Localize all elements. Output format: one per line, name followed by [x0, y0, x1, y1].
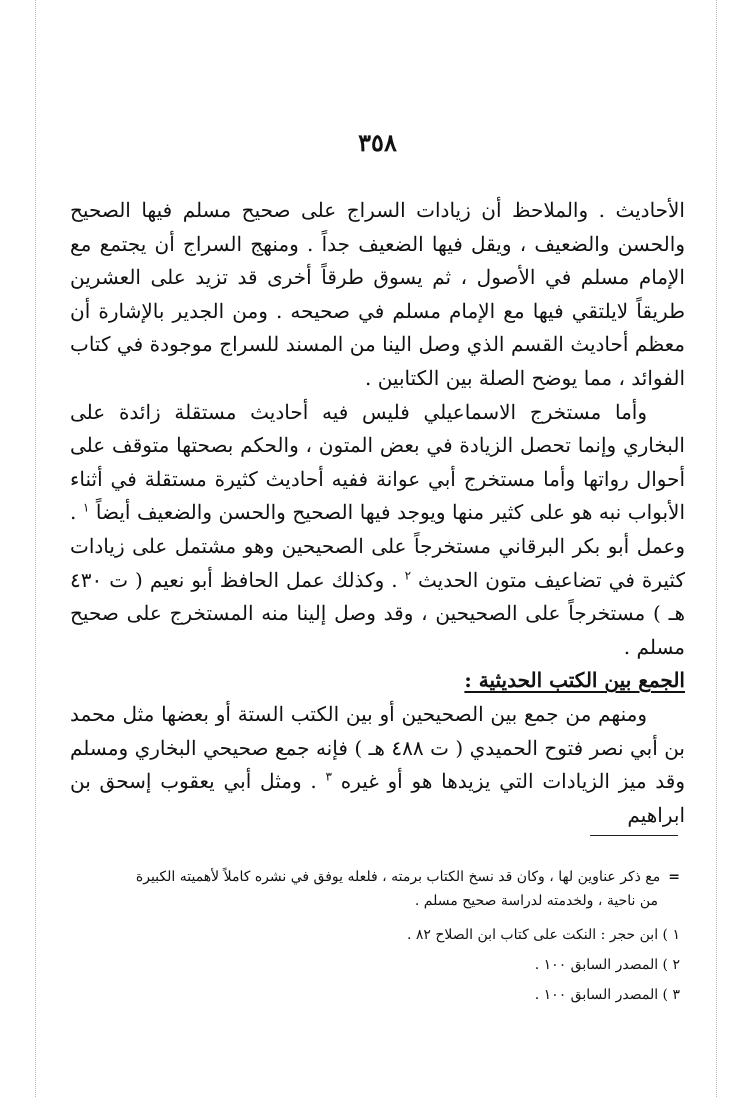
continuation-text-1: مع ذكر عناوين لها ، وكان قد نسخ الكتاب برمته ، فلعله يوفق في نشره كاملاً لأهميته الكبيرة [135, 869, 661, 885]
paragraph-3 [70, 698, 685, 832]
scan-margin-line-left [35, 0, 36, 1097]
paragraph-2 [70, 396, 685, 665]
paragraph-3-part-2: . ومثل أبي يعقوب إسحق بن ابراهيم [70, 769, 685, 827]
paragraph-1: الأحاديث . والملاحظ أن زيادات السراج على صحيح مسلم فيها الصحيح والحسن والضعيف ، ويقل فيها الضعيف جداً . ومنهج السراج أن يجتمع مع الإمام مسلم في الأصول ، ثم يسوق طرقاً أخرى قد تزيد على العشرين طريقاً لايلتقي فيها مع الإمام مسلم في صحيحه . ومن الجدير بالإشارة أن معظم أحاديث القسم الذي وصل الينا من المسند للسراج موجودة في كتاب الفوائد ، مما يوضح الصلة بين الكتابين . [70, 198, 685, 390]
footnotes [100, 862, 680, 1010]
footnote-ref-3: ٣ [325, 769, 332, 784]
section-heading-row [70, 664, 685, 698]
paragraph-2-part-2: . وعمل أبو بكر البرقاني مستخرجاً على الصحيحين وهو مشتمل على زيادات كثيرة في تضاعيف متون الحديث [70, 500, 685, 592]
scan-margin-line-right [716, 0, 717, 1097]
page-number: ٣٥٨ [358, 128, 397, 157]
footnote-3: ٣ ) المصدر السابق ١٠٠ . [534, 987, 680, 1003]
footnote-2: ٢ ) المصدر السابق ١٠٠ . [534, 957, 680, 973]
footnote-separator [590, 835, 678, 836]
footnote-continuation-line2: من ناحية ، ولخدمته لدراسة صحيح مسلم . [414, 893, 658, 909]
paragraph-2-part-1: وأما مستخرج الاسماعيلي فليس فيه أحاديث مستقلة زائدة على البخاري وإنما تحصل الزيادة في بعض المتون ، والحكم بصحتها متوقف على أحوال رواتها وأما مستخرج أبي عوانة ففيه أحاديث كثيرة مستقلة في أثناء الأبواب نبه هو على كثير منها ويوجد فيها الصحيح والحسن والضعيف أيضاً [70, 399, 686, 525]
footnote-ref-2: ٢ [404, 567, 412, 582]
continuation-mark: = [668, 869, 680, 885]
footnote-1: ١ ) ابن حجر : النكت على كتاب ابن الصلاح ٨٢ . [406, 927, 680, 943]
paragraph-3-part-1: ومنهم من جمع بين الصحيحين أو بين الكتب الستة أو بعضها مثل محمد بن أبي نصر فتوح الحميدي ( ت ٤٨٨ هـ ) فإنه جمع صحيحي البخاري ومسلم وقد ميز الزيادات التي يزيدها هو أو غيره [70, 701, 686, 794]
section-heading: الجمع بين الكتب الحديثية : [464, 668, 685, 693]
paragraph-2-part-3: . وكذلك عمل الحافظ أبو نعيم ( ت ٤٣٠ هـ ) مستخرجاً على الصحيحين ، وقد وصل إلينا منه المستخرج على صحيح مسلم . [70, 567, 685, 659]
footnote-continuation-line1 [100, 862, 680, 892]
body-text [70, 194, 685, 832]
footnote-ref-1: ١ [82, 500, 90, 515]
